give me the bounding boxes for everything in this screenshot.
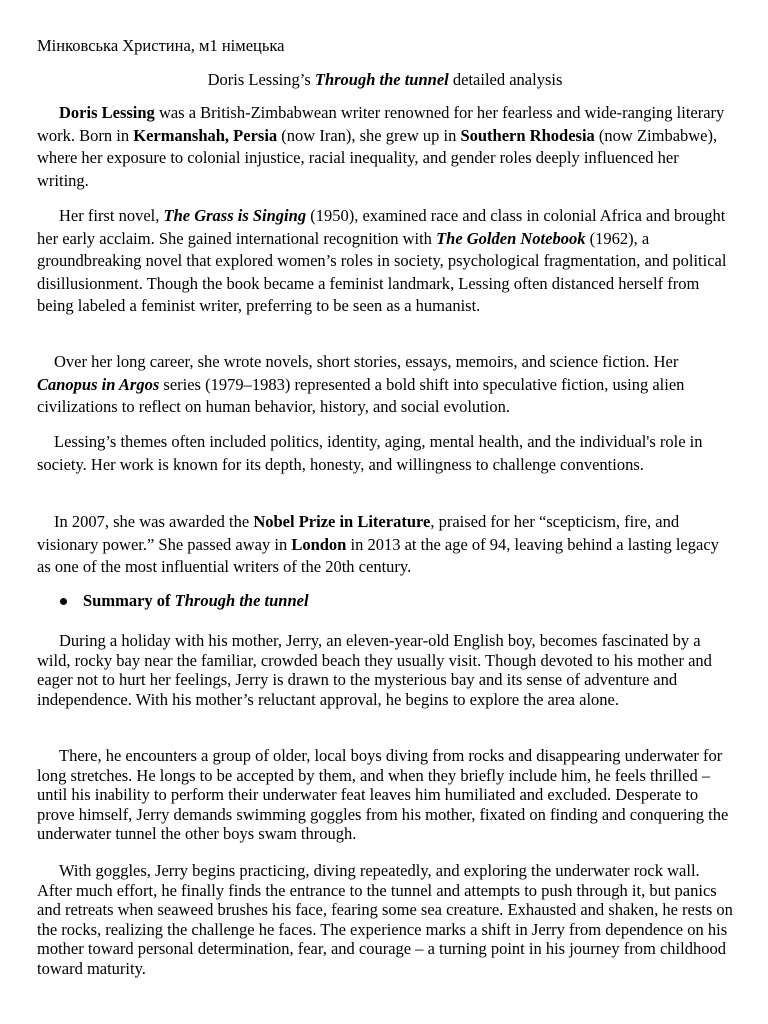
bio-paragraph-5: [37, 511, 733, 579]
author-line: Мінковська Христина, м1 німецька: [37, 36, 285, 55]
summary-paragraph-1: During a holiday with his mother, Jerry, an eleven-year-old English boy, becomes fascinated by a wild, rocky bay near the familiar, crowded beach they usually visit. Though devoted to his mother and eager not to hurt her feelings, Jerry is drawn to the mysterious bay and its sense of adventure and independence. With his mother’s reluctant approval, he begins to explore the area alone.: [37, 631, 712, 709]
bio-p1-text-3: (now Zimbabwe), where her exposure to colonial injustice, racial inequality, and gender roles deeply influenced her writing.: [37, 125, 718, 190]
bio-p3-text-1: Over her long career, she wrote novels, short stories, essays, memoirs, and science fiction. Her: [54, 352, 679, 371]
bio-p3-text-2: series (1979–1983) represented a bold shift into speculative fiction, using alien civilizations to reflect on human behavior, history, and social evolution.: [37, 374, 685, 417]
title-work: Through the tunnel: [314, 70, 449, 89]
author-name: Doris Lessing: [59, 103, 155, 122]
bio-p2-text-3: (1962), a groundbreaking novel that explored women’s roles in society, psychological fragmentation, and political disillusionment. Though the book became a feminist landmark, Lessing often distanced herself from being labeled a feminist writer, preferring to be seen as a humanist.: [37, 228, 727, 316]
bio-p2-text-2: (1950), examined race and class in colonial Africa and brought her early acclaim. She gained international recognition with: [37, 206, 726, 248]
bio-p5-text-1: In 2007, she was awarded the: [54, 512, 254, 531]
bio-p5-text-2: , praised for her “scepticism, fire, and visionary power.” She passed away in: [37, 512, 680, 554]
summary-heading-work: Through the tunnel: [174, 591, 309, 610]
document-title: [37, 70, 733, 90]
prize-name: Nobel Prize in Literature: [253, 512, 431, 531]
bio-paragraph-4: Lessing’s themes often included politics, identity, aging, mental health, and the individual's role in society. Her work is known for its depth, honesty, and willingness to challenge conventions.: [37, 432, 703, 474]
title-prefix: Doris Lessing’s: [207, 70, 315, 89]
bio-p1-text-1: was a British-Zimbabwean writer renowned for her fearless and wide-ranging literary work. Born in: [37, 103, 725, 145]
homeland: Southern Rhodesia: [460, 125, 595, 145]
bio-paragraph-3: [37, 351, 733, 419]
birthplace: Kermanshah, Persia: [133, 125, 278, 145]
summary-paragraph-3: With goggles, Jerry begins practicing, diving repeatedly, and exploring the underwater rock wall. After much effort, he finally finds the entrance to the tunnel and attempts to push through it, but panics and retreats when seaweed brushes his face, fearing some sea creature. Exhausted and shaken, he rests on the rocks, realizing the challenge he faces. The experience marks a shift in Jerry from dependence on his mother toward personal determination, fear, and courage – a turning point in his journey from childhood toward maturity.: [37, 861, 733, 978]
novel-title-1: The Grass is Singing: [163, 206, 307, 225]
bio-p2-text-1: Her first novel,: [59, 206, 164, 225]
title-suffix: detailed analysis: [448, 70, 563, 89]
summary-heading-prefix: Summary of: [83, 591, 175, 610]
bio-paragraph-1: [37, 102, 733, 192]
novel-title-2: The Golden Notebook: [436, 228, 586, 248]
city-name: London: [291, 534, 347, 554]
bullet-icon: [60, 598, 67, 605]
bio-p1-text-2: (now Iran), she grew up in: [277, 125, 461, 145]
summary-paragraph-2: There, he encounters a group of older, local boys diving from rocks and disappearing underwater for long stretches. He longs to be accepted by them, and when they briefly include him, he feels thrilled – until his inability to perform their underwater feat leaves him humiliated and excluded. Desperate to prove himself, Jerry demands swimming goggles from his mother, fixated on finding and conquering the underwater tunnel the other boys swam through.: [37, 746, 729, 844]
series-title: Canopus in Argos: [37, 374, 160, 394]
bio-p5-text-3: in 2013 at the age of 94, leaving behind a lasting legacy as one of the most influential writers of the 20th century.: [37, 534, 719, 577]
bio-paragraph-2: [37, 205, 733, 318]
summary-heading-text: [83, 591, 309, 611]
